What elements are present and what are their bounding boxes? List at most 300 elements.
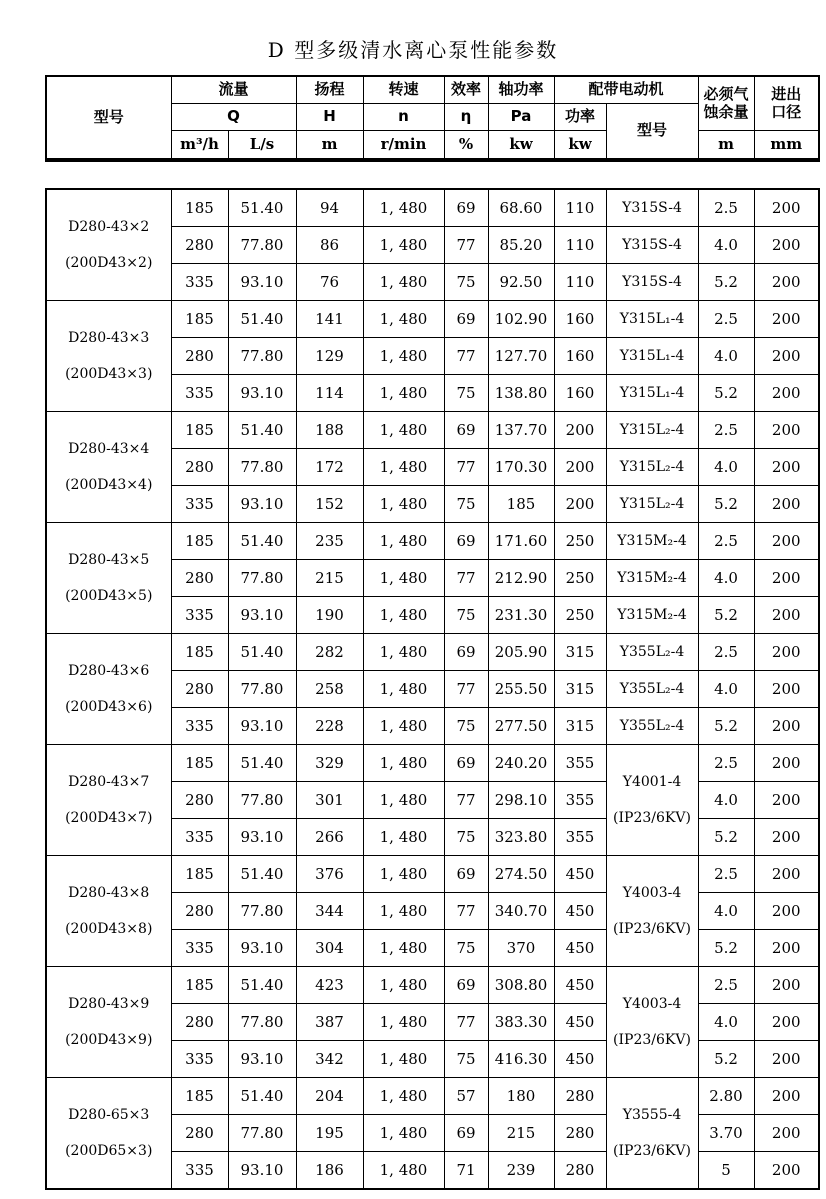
table-row: [46, 745, 819, 782]
cell-efficiency: 75: [444, 264, 488, 301]
cell-head: 344: [296, 893, 363, 930]
pump-model-cell-line: D280-43×2: [68, 219, 150, 235]
cell-shaft-power: 68.60: [488, 189, 554, 227]
motor-model-cell-line: (IP23/6KV): [613, 921, 691, 937]
cell-diameter: 200: [754, 1078, 819, 1115]
cell-speed: 1, 480: [363, 893, 444, 930]
unit-head-m: m: [296, 131, 363, 161]
cell-npsh: 5: [698, 1152, 754, 1190]
cell-efficiency: 69: [444, 412, 488, 449]
cell-flow-m3h: 185: [171, 745, 228, 782]
cell-shaft-power: 212.90: [488, 560, 554, 597]
cell-motor-power: 450: [554, 1004, 606, 1041]
cell-shaft-power: 127.70: [488, 338, 554, 375]
cell-head: 190: [296, 597, 363, 634]
cell-shaft-power: 137.70: [488, 412, 554, 449]
pump-model-cell-line: (200D43×7): [65, 810, 153, 826]
cell-diameter: 200: [754, 301, 819, 338]
spec-table-header: [45, 75, 820, 162]
cell-npsh: 4.0: [698, 671, 754, 708]
cell-shaft-power: 239: [488, 1152, 554, 1190]
cell-speed: 1, 480: [363, 856, 444, 893]
symbol-efficiency-eta: η: [444, 104, 488, 131]
pump-model-cell-line: D280-43×8: [68, 885, 150, 901]
cell-motor-power: 355: [554, 782, 606, 819]
pump-model-cell-line: D280-43×7: [68, 774, 150, 790]
document-page: [0, 34, 826, 1199]
cell-head: 188: [296, 412, 363, 449]
cell-flow-ls: 93.10: [228, 264, 296, 301]
pump-model-cell-line: D280-43×9: [68, 996, 150, 1012]
unit-flow-m3h: m³/h: [171, 131, 228, 161]
motor-model-cell-line: Y3555-4: [622, 1107, 682, 1123]
cell-npsh: 5.2: [698, 1041, 754, 1078]
cell-npsh: 4.0: [698, 227, 754, 264]
cell-diameter: 200: [754, 597, 819, 634]
cell-head: 304: [296, 930, 363, 967]
cell-flow-ls: 77.80: [228, 227, 296, 264]
cell-diameter: 200: [754, 708, 819, 745]
cell-flow-m3h: 185: [171, 967, 228, 1004]
cell-npsh: 4.0: [698, 1004, 754, 1041]
cell-motor-power: 315: [554, 708, 606, 745]
cell-head: 235: [296, 523, 363, 560]
cell-npsh: 4.0: [698, 338, 754, 375]
cell-flow-ls: 51.40: [228, 856, 296, 893]
cell-motor-power: 110: [554, 189, 606, 227]
cell-diameter: 200: [754, 523, 819, 560]
cell-flow-m3h: 280: [171, 1004, 228, 1041]
cell-head: 114: [296, 375, 363, 412]
cell-diameter: 200: [754, 449, 819, 486]
cell-head: 387: [296, 1004, 363, 1041]
pump-model-cell-line: (200D43×9): [65, 1032, 153, 1048]
cell-motor-power: 250: [554, 560, 606, 597]
cell-motor-power: 250: [554, 597, 606, 634]
pump-model-cell: [46, 412, 171, 523]
cell-flow-m3h: 335: [171, 597, 228, 634]
cell-shaft-power: 323.80: [488, 819, 554, 856]
cell-shaft-power: 85.20: [488, 227, 554, 264]
symbol-head-h: H: [296, 104, 363, 131]
cell-speed: 1, 480: [363, 523, 444, 560]
cell-npsh: 2.5: [698, 189, 754, 227]
cell-motor-power: 315: [554, 671, 606, 708]
cell-diameter: 200: [754, 264, 819, 301]
cell-motor-power: 200: [554, 412, 606, 449]
cell-motor-power: 280: [554, 1152, 606, 1190]
symbol-shaft-power-pa: Pa: [488, 104, 554, 131]
cell-motor-power: 355: [554, 745, 606, 782]
cell-motor-power: 280: [554, 1115, 606, 1152]
cell-head: 329: [296, 745, 363, 782]
cell-flow-m3h: 335: [171, 1152, 228, 1190]
cell-flow-ls: 51.40: [228, 189, 296, 227]
header-row-1: [46, 76, 819, 104]
cell-speed: 1, 480: [363, 1041, 444, 1078]
cell-efficiency: 75: [444, 1041, 488, 1078]
cell-efficiency: 75: [444, 819, 488, 856]
cell-head: 266: [296, 819, 363, 856]
cell-flow-m3h: 335: [171, 930, 228, 967]
col-header-npsh: [698, 76, 754, 131]
cell-diameter: 200: [754, 412, 819, 449]
cell-speed: 1, 480: [363, 375, 444, 412]
table-row: [46, 856, 819, 893]
cell-efficiency: 77: [444, 893, 488, 930]
table-row: [46, 967, 819, 1004]
cell-motor-model: Y315S-4: [606, 189, 698, 227]
cell-shaft-power: 138.80: [488, 375, 554, 412]
pump-model-cell-line: D280-43×3: [68, 330, 150, 346]
cell-npsh: 5.2: [698, 597, 754, 634]
cell-npsh: 3.70: [698, 1115, 754, 1152]
pump-model-cell-line: D280-43×5: [68, 552, 150, 568]
cell-flow-m3h: 280: [171, 560, 228, 597]
cell-diameter: 200: [754, 856, 819, 893]
cell-npsh: 5.2: [698, 486, 754, 523]
cell-efficiency: 75: [444, 597, 488, 634]
cell-diameter: 200: [754, 930, 819, 967]
cell-motor-model: Y315L₁-4: [606, 375, 698, 412]
cell-diameter: 200: [754, 634, 819, 671]
cell-diameter: 200: [754, 819, 819, 856]
cell-npsh: 2.5: [698, 745, 754, 782]
cell-flow-ls: 51.40: [228, 301, 296, 338]
cell-speed: 1, 480: [363, 819, 444, 856]
cell-speed: 1, 480: [363, 486, 444, 523]
col-header-speed: 转速: [363, 76, 444, 104]
cell-speed: 1, 480: [363, 597, 444, 634]
cell-flow-m3h: 280: [171, 893, 228, 930]
cell-npsh: 2.5: [698, 634, 754, 671]
cell-npsh: 2.5: [698, 412, 754, 449]
cell-flow-m3h: 185: [171, 412, 228, 449]
cell-flow-ls: 93.10: [228, 597, 296, 634]
cell-speed: 1, 480: [363, 264, 444, 301]
unit-npsh-m: m: [698, 131, 754, 161]
cell-shaft-power: 185: [488, 486, 554, 523]
cell-flow-ls: 93.10: [228, 930, 296, 967]
cell-flow-m3h: 335: [171, 1041, 228, 1078]
cell-speed: 1, 480: [363, 930, 444, 967]
motor-model-cell-line: (IP23/6KV): [613, 1032, 691, 1048]
cell-head: 258: [296, 671, 363, 708]
cell-efficiency: 69: [444, 1115, 488, 1152]
table-row: [46, 634, 819, 671]
cell-motor-model: Y355L₂-4: [606, 634, 698, 671]
cell-shaft-power: 215: [488, 1115, 554, 1152]
motor-model-cell-line: (IP23/6KV): [613, 1143, 691, 1159]
symbol-flow-q: Q: [171, 104, 296, 131]
cell-motor-model: Y355L₂-4: [606, 671, 698, 708]
cell-efficiency: 69: [444, 523, 488, 560]
cell-efficiency: 71: [444, 1152, 488, 1190]
cell-motor-power: 160: [554, 301, 606, 338]
port-label-line1: 进出: [771, 85, 802, 104]
cell-head: 423: [296, 967, 363, 1004]
cell-flow-ls: 77.80: [228, 893, 296, 930]
table-row: [46, 189, 819, 227]
cell-shaft-power: 370: [488, 930, 554, 967]
cell-npsh: 5.2: [698, 819, 754, 856]
cell-motor-power: 315: [554, 634, 606, 671]
cell-head: 282: [296, 634, 363, 671]
cell-head: 129: [296, 338, 363, 375]
pump-model-cell: [46, 634, 171, 745]
cell-diameter: 200: [754, 1115, 819, 1152]
pump-model-cell-line: (200D65×3): [65, 1143, 153, 1159]
pump-model-cell-line: D280-43×6: [68, 663, 150, 679]
cell-efficiency: 75: [444, 375, 488, 412]
cell-efficiency: 69: [444, 189, 488, 227]
cell-flow-m3h: 185: [171, 634, 228, 671]
port-label-line2: 口径: [771, 102, 802, 121]
cell-head: 204: [296, 1078, 363, 1115]
cell-speed: 1, 480: [363, 671, 444, 708]
cell-diameter: 200: [754, 486, 819, 523]
motor-model-cell-line: Y4003-4: [622, 885, 682, 901]
spec-table-body: [45, 188, 820, 1190]
cell-speed: 1, 480: [363, 967, 444, 1004]
col-header-efficiency: 效率: [444, 76, 488, 104]
cell-diameter: 200: [754, 189, 819, 227]
cell-head: 141: [296, 301, 363, 338]
cell-speed: 1, 480: [363, 708, 444, 745]
cell-flow-ls: 51.40: [228, 1078, 296, 1115]
cell-speed: 1, 480: [363, 227, 444, 264]
col-header-flow: 流量: [171, 76, 296, 104]
cell-shaft-power: 170.30: [488, 449, 554, 486]
cell-npsh: 5.2: [698, 708, 754, 745]
cell-motor-power: 110: [554, 264, 606, 301]
cell-head: 215: [296, 560, 363, 597]
cell-flow-m3h: 335: [171, 486, 228, 523]
pump-model-cell: [46, 523, 171, 634]
pump-model-cell-line: (200D43×3): [65, 366, 153, 382]
cell-motor-power: 110: [554, 227, 606, 264]
cell-shaft-power: 255.50: [488, 671, 554, 708]
unit-port-mm: mm: [754, 131, 819, 161]
pump-model-cell: [46, 745, 171, 856]
cell-shaft-power: 308.80: [488, 967, 554, 1004]
cell-speed: 1, 480: [363, 1152, 444, 1190]
cell-flow-ls: 77.80: [228, 671, 296, 708]
pump-model-cell-line: (200D43×5): [65, 588, 153, 604]
unit-flow-ls: L/s: [228, 131, 296, 161]
cell-diameter: 200: [754, 338, 819, 375]
cell-flow-ls: 93.10: [228, 1041, 296, 1078]
cell-motor-power: 450: [554, 893, 606, 930]
pump-model-cell: [46, 856, 171, 967]
cell-motor-power: 450: [554, 967, 606, 1004]
cell-motor-model: Y315L₂-4: [606, 412, 698, 449]
cell-head: 86: [296, 227, 363, 264]
cell-head: 186: [296, 1152, 363, 1190]
pump-model-cell: [46, 189, 171, 301]
cell-flow-ls: 93.10: [228, 486, 296, 523]
cell-speed: 1, 480: [363, 301, 444, 338]
cell-speed: 1, 480: [363, 412, 444, 449]
cell-efficiency: 75: [444, 486, 488, 523]
cell-motor-model: Y315L₂-4: [606, 449, 698, 486]
cell-npsh: 4.0: [698, 560, 754, 597]
cell-shaft-power: 340.70: [488, 893, 554, 930]
cell-efficiency: 77: [444, 449, 488, 486]
page-title: D 型多级清水离心泵性能参数: [267, 38, 559, 62]
cell-speed: 1, 480: [363, 782, 444, 819]
cell-flow-m3h: 185: [171, 301, 228, 338]
cell-flow-ls: 77.80: [228, 1115, 296, 1152]
unit-efficiency-pct: %: [444, 131, 488, 161]
cell-speed: 1, 480: [363, 1078, 444, 1115]
cell-flow-m3h: 280: [171, 1115, 228, 1152]
cell-efficiency: 69: [444, 634, 488, 671]
cell-npsh: 4.0: [698, 449, 754, 486]
cell-efficiency: 75: [444, 708, 488, 745]
cell-npsh: 2.5: [698, 523, 754, 560]
cell-flow-ls: 77.80: [228, 338, 296, 375]
cell-shaft-power: 231.30: [488, 597, 554, 634]
cell-shaft-power: 416.30: [488, 1041, 554, 1078]
cell-speed: 1, 480: [363, 1115, 444, 1152]
cell-motor-power: 250: [554, 523, 606, 560]
cell-flow-m3h: 185: [171, 856, 228, 893]
cell-motor-model: Y315L₁-4: [606, 338, 698, 375]
cell-flow-m3h: 335: [171, 264, 228, 301]
npsh-label-line1: 必须气: [703, 85, 749, 104]
motor-model-cell-line: Y4001-4: [622, 774, 682, 790]
motor-model-cell-line: Y4003-4: [622, 996, 682, 1012]
cell-motor-power: 160: [554, 338, 606, 375]
cell-diameter: 200: [754, 1152, 819, 1190]
col-header-motor-power: 功率: [554, 104, 606, 131]
pump-model-cell-line: (200D43×8): [65, 921, 153, 937]
cell-npsh: 4.0: [698, 893, 754, 930]
cell-motor-model: Y315M₂-4: [606, 560, 698, 597]
cell-motor-power: 200: [554, 449, 606, 486]
cell-motor-model: Y315S-4: [606, 264, 698, 301]
cell-head: 94: [296, 189, 363, 227]
cell-flow-ls: 51.40: [228, 967, 296, 1004]
cell-flow-m3h: 280: [171, 671, 228, 708]
col-header-motor: 配带电动机: [554, 76, 698, 104]
cell-efficiency: 77: [444, 1004, 488, 1041]
table-row: [46, 523, 819, 560]
cell-motor-model: Y315M₂-4: [606, 597, 698, 634]
cell-flow-ls: 51.40: [228, 634, 296, 671]
cell-flow-m3h: 280: [171, 782, 228, 819]
pump-model-cell: [46, 967, 171, 1078]
cell-motor-power: 355: [554, 819, 606, 856]
cell-flow-ls: 51.40: [228, 412, 296, 449]
cell-head: 228: [296, 708, 363, 745]
cell-diameter: 200: [754, 671, 819, 708]
cell-speed: 1, 480: [363, 338, 444, 375]
cell-efficiency: 77: [444, 338, 488, 375]
cell-head: 76: [296, 264, 363, 301]
cell-flow-ls: 77.80: [228, 782, 296, 819]
cell-diameter: 200: [754, 560, 819, 597]
cell-motor-power: 200: [554, 486, 606, 523]
cell-efficiency: 75: [444, 930, 488, 967]
unit-shaft-power-kw: kw: [488, 131, 554, 161]
cell-flow-ls: 77.80: [228, 560, 296, 597]
cell-flow-m3h: 185: [171, 523, 228, 560]
cell-flow-m3h: 335: [171, 819, 228, 856]
col-header-shaft-power: 轴功率: [488, 76, 554, 104]
cell-efficiency: 69: [444, 967, 488, 1004]
table-row: [46, 1078, 819, 1115]
cell-diameter: 200: [754, 227, 819, 264]
cell-flow-ls: 93.10: [228, 1152, 296, 1190]
unit-motor-power-kw: kw: [554, 131, 606, 161]
cell-flow-m3h: 185: [171, 1078, 228, 1115]
cell-npsh: 2.5: [698, 301, 754, 338]
cell-efficiency: 57: [444, 1078, 488, 1115]
cell-speed: 1, 480: [363, 560, 444, 597]
cell-flow-m3h: 280: [171, 227, 228, 264]
cell-flow-ls: 51.40: [228, 523, 296, 560]
pump-model-cell: [46, 301, 171, 412]
col-header-motor-model: 型号: [606, 104, 698, 161]
symbol-speed-n: n: [363, 104, 444, 131]
cell-head: 152: [296, 486, 363, 523]
cell-flow-m3h: 280: [171, 449, 228, 486]
cell-diameter: 200: [754, 375, 819, 412]
cell-npsh: 4.0: [698, 782, 754, 819]
cell-motor-model: Y315M₂-4: [606, 523, 698, 560]
cell-motor-power: 280: [554, 1078, 606, 1115]
cell-diameter: 200: [754, 967, 819, 1004]
cell-npsh: 5.2: [698, 930, 754, 967]
col-header-pump-model: 型号: [46, 76, 171, 160]
cell-motor-model: Y355L₂-4: [606, 708, 698, 745]
cell-speed: 1, 480: [363, 1004, 444, 1041]
cell-head: 172: [296, 449, 363, 486]
cell-flow-ls: 77.80: [228, 1004, 296, 1041]
cell-motor-power: 160: [554, 375, 606, 412]
cell-diameter: 200: [754, 782, 819, 819]
cell-flow-m3h: 280: [171, 338, 228, 375]
npsh-label-line2: 蚀余量: [703, 102, 749, 121]
motor-model-cell: [606, 967, 698, 1078]
cell-head: 376: [296, 856, 363, 893]
cell-diameter: 200: [754, 1004, 819, 1041]
cell-flow-ls: 93.10: [228, 708, 296, 745]
pump-model-cell-line: (200D43×2): [65, 255, 153, 271]
unit-speed-rmin: r/min: [363, 131, 444, 161]
cell-efficiency: 69: [444, 745, 488, 782]
cell-flow-m3h: 185: [171, 189, 228, 227]
cell-npsh: 2.5: [698, 967, 754, 1004]
cell-shaft-power: 274.50: [488, 856, 554, 893]
cell-head: 342: [296, 1041, 363, 1078]
cell-npsh: 2.80: [698, 1078, 754, 1115]
motor-model-cell: [606, 856, 698, 967]
col-header-head: 扬程: [296, 76, 363, 104]
cell-flow-ls: 51.40: [228, 745, 296, 782]
cell-diameter: 200: [754, 745, 819, 782]
cell-motor-model: Y315L₁-4: [606, 301, 698, 338]
cell-motor-power: 450: [554, 856, 606, 893]
motor-model-cell: [606, 745, 698, 856]
cell-head: 301: [296, 782, 363, 819]
cell-shaft-power: 205.90: [488, 634, 554, 671]
pump-model-cell: [46, 1078, 171, 1190]
cell-flow-ls: 93.10: [228, 819, 296, 856]
cell-motor-power: 450: [554, 1041, 606, 1078]
